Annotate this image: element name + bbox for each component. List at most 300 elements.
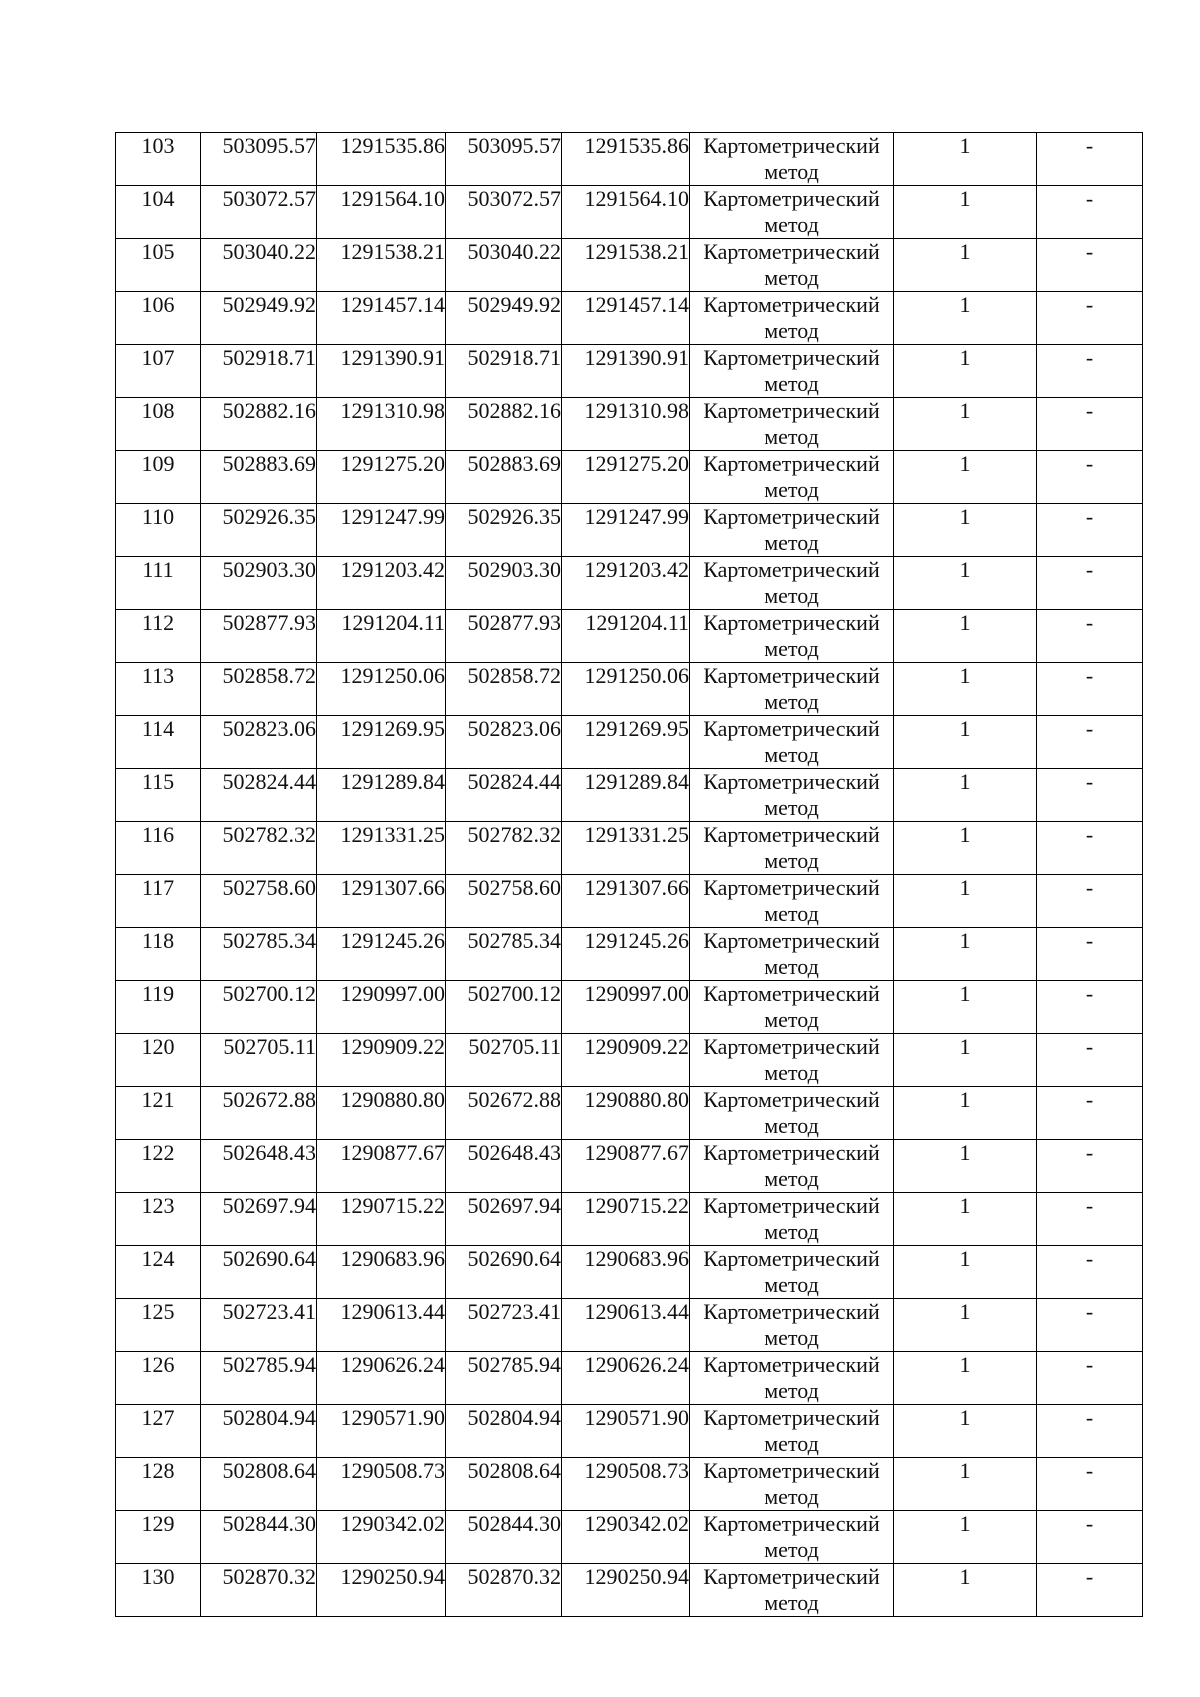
table-row	[116, 345, 1143, 398]
method-line-2: метод	[764, 954, 819, 979]
method-line-1: Картометрический	[703, 557, 880, 582]
point-number: 112	[116, 610, 201, 663]
x-existing: 503072.57	[201, 186, 317, 239]
x-existing: 502882.16	[201, 398, 317, 451]
note: -	[1037, 239, 1143, 292]
x-existing: 502697.94	[201, 1193, 317, 1246]
determination-method	[690, 1034, 894, 1087]
table-row	[116, 451, 1143, 504]
table-row	[116, 1087, 1143, 1140]
table-row	[116, 769, 1143, 822]
method-line-1: Картометрический	[703, 292, 880, 317]
x-existing: 502785.34	[201, 928, 317, 981]
point-number: 130	[116, 1564, 201, 1617]
table-row	[116, 398, 1143, 451]
x-new: 502700.12	[446, 981, 562, 1034]
method-line-2: метод	[764, 636, 819, 661]
y-new: 1290342.02	[562, 1511, 690, 1564]
x-new: 502672.88	[446, 1087, 562, 1140]
coordinates-table	[115, 132, 1143, 1617]
x-existing: 502705.11	[201, 1034, 317, 1087]
determination-method	[690, 398, 894, 451]
y-existing: 1290683.96	[317, 1246, 446, 1299]
method-line-2: метод	[764, 477, 819, 502]
y-existing: 1291307.66	[317, 875, 446, 928]
determination-method	[690, 1352, 894, 1405]
accuracy: 1	[894, 1405, 1037, 1458]
method-line-2: метод	[764, 265, 819, 290]
y-existing: 1290626.24	[317, 1352, 446, 1405]
note: -	[1037, 345, 1143, 398]
y-existing: 1291535.86	[317, 133, 446, 186]
y-existing: 1291250.06	[317, 663, 446, 716]
determination-method	[690, 1458, 894, 1511]
x-existing: 503040.22	[201, 239, 317, 292]
x-existing: 502808.64	[201, 1458, 317, 1511]
y-new: 1291204.11	[562, 610, 690, 663]
point-number: 119	[116, 981, 201, 1034]
table-row	[116, 1564, 1143, 1617]
method-line-1: Картометрический	[703, 1140, 880, 1165]
x-existing: 502824.44	[201, 769, 317, 822]
y-existing: 1290880.80	[317, 1087, 446, 1140]
determination-method	[690, 716, 894, 769]
y-existing: 1291310.98	[317, 398, 446, 451]
y-new: 1291247.99	[562, 504, 690, 557]
method-line-2: метод	[764, 159, 819, 184]
y-new: 1290571.90	[562, 1405, 690, 1458]
note: -	[1037, 981, 1143, 1034]
x-existing: 502782.32	[201, 822, 317, 875]
point-number: 113	[116, 663, 201, 716]
y-new: 1291289.84	[562, 769, 690, 822]
method-line-1: Картометрический	[703, 769, 880, 794]
point-number: 117	[116, 875, 201, 928]
method-line-2: метод	[764, 1590, 819, 1615]
x-new: 502926.35	[446, 504, 562, 557]
y-new: 1290613.44	[562, 1299, 690, 1352]
table-row	[116, 504, 1143, 557]
y-existing: 1291289.84	[317, 769, 446, 822]
accuracy: 1	[894, 398, 1037, 451]
method-line-1: Картометрический	[703, 663, 880, 688]
determination-method	[690, 610, 894, 663]
accuracy: 1	[894, 1564, 1037, 1617]
determination-method	[690, 1087, 894, 1140]
note: -	[1037, 1458, 1143, 1511]
y-new: 1291275.20	[562, 451, 690, 504]
y-new: 1291538.21	[562, 239, 690, 292]
method-line-1: Картометрический	[703, 1458, 880, 1483]
point-number: 115	[116, 769, 201, 822]
determination-method	[690, 504, 894, 557]
method-line-1: Картометрический	[703, 1405, 880, 1430]
y-existing: 1291247.99	[317, 504, 446, 557]
x-existing: 502723.41	[201, 1299, 317, 1352]
method-line-1: Картометрический	[703, 345, 880, 370]
determination-method	[690, 1564, 894, 1617]
x-existing: 502672.88	[201, 1087, 317, 1140]
y-existing: 1291203.42	[317, 557, 446, 610]
method-line-2: метод	[764, 848, 819, 873]
y-existing: 1291245.26	[317, 928, 446, 981]
table-row	[116, 716, 1143, 769]
method-line-2: метод	[764, 583, 819, 608]
table-row	[116, 1405, 1143, 1458]
x-existing: 502804.94	[201, 1405, 317, 1458]
y-new: 1290250.94	[562, 1564, 690, 1617]
y-new: 1291535.86	[562, 133, 690, 186]
y-new: 1291310.98	[562, 398, 690, 451]
accuracy: 1	[894, 875, 1037, 928]
point-number: 110	[116, 504, 201, 557]
determination-method	[690, 1299, 894, 1352]
x-new: 503095.57	[446, 133, 562, 186]
determination-method	[690, 1140, 894, 1193]
note: -	[1037, 875, 1143, 928]
note: -	[1037, 822, 1143, 875]
y-existing: 1291390.91	[317, 345, 446, 398]
method-line-2: метод	[764, 1325, 819, 1350]
accuracy: 1	[894, 663, 1037, 716]
x-new: 502804.94	[446, 1405, 562, 1458]
determination-method	[690, 928, 894, 981]
point-number: 121	[116, 1087, 201, 1140]
point-number: 123	[116, 1193, 201, 1246]
accuracy: 1	[894, 1352, 1037, 1405]
accuracy: 1	[894, 451, 1037, 504]
accuracy: 1	[894, 1246, 1037, 1299]
y-new: 1290715.22	[562, 1193, 690, 1246]
x-existing: 502758.60	[201, 875, 317, 928]
x-new: 502918.71	[446, 345, 562, 398]
x-existing: 503095.57	[201, 133, 317, 186]
point-number: 108	[116, 398, 201, 451]
x-new: 502903.30	[446, 557, 562, 610]
y-new: 1291245.26	[562, 928, 690, 981]
note: -	[1037, 133, 1143, 186]
x-existing: 502690.64	[201, 1246, 317, 1299]
method-line-2: метод	[764, 901, 819, 926]
note: -	[1037, 1087, 1143, 1140]
determination-method	[690, 557, 894, 610]
note: -	[1037, 663, 1143, 716]
point-number: 118	[116, 928, 201, 981]
y-existing: 1290571.90	[317, 1405, 446, 1458]
note: -	[1037, 1246, 1143, 1299]
determination-method	[690, 239, 894, 292]
y-new: 1290877.67	[562, 1140, 690, 1193]
y-existing: 1291269.95	[317, 716, 446, 769]
method-line-2: метод	[764, 1484, 819, 1509]
point-number: 120	[116, 1034, 201, 1087]
note: -	[1037, 504, 1143, 557]
x-existing: 502823.06	[201, 716, 317, 769]
table-row	[116, 1193, 1143, 1246]
table-row	[116, 1352, 1143, 1405]
table-row	[116, 1299, 1143, 1352]
table-row	[116, 610, 1143, 663]
point-number: 124	[116, 1246, 201, 1299]
method-line-1: Картометрический	[703, 1193, 880, 1218]
y-existing: 1290342.02	[317, 1511, 446, 1564]
note: -	[1037, 557, 1143, 610]
note: -	[1037, 1299, 1143, 1352]
method-line-1: Картометрический	[703, 716, 880, 741]
note: -	[1037, 610, 1143, 663]
accuracy: 1	[894, 1299, 1037, 1352]
x-new: 502870.32	[446, 1564, 562, 1617]
method-line-1: Картометрический	[703, 239, 880, 264]
method-line-2: метод	[764, 371, 819, 396]
point-number: 125	[116, 1299, 201, 1352]
note: -	[1037, 451, 1143, 504]
x-new: 502877.93	[446, 610, 562, 663]
method-line-2: метод	[764, 689, 819, 714]
note: -	[1037, 398, 1143, 451]
x-existing: 502949.92	[201, 292, 317, 345]
y-new: 1291250.06	[562, 663, 690, 716]
point-number: 103	[116, 133, 201, 186]
accuracy: 1	[894, 1140, 1037, 1193]
x-new: 502782.32	[446, 822, 562, 875]
accuracy: 1	[894, 186, 1037, 239]
y-new: 1290683.96	[562, 1246, 690, 1299]
method-line-2: метод	[764, 318, 819, 343]
point-number: 116	[116, 822, 201, 875]
accuracy: 1	[894, 292, 1037, 345]
accuracy: 1	[894, 1511, 1037, 1564]
y-existing: 1291204.11	[317, 610, 446, 663]
table-row	[116, 1140, 1143, 1193]
method-line-2: метод	[764, 1166, 819, 1191]
note: -	[1037, 186, 1143, 239]
method-line-2: метод	[764, 1272, 819, 1297]
x-existing: 502926.35	[201, 504, 317, 557]
note: -	[1037, 1352, 1143, 1405]
x-existing: 502903.30	[201, 557, 317, 610]
x-existing: 502844.30	[201, 1511, 317, 1564]
table-row	[116, 239, 1143, 292]
note: -	[1037, 1564, 1143, 1617]
point-number: 105	[116, 239, 201, 292]
method-line-1: Картометрический	[703, 504, 880, 529]
y-new: 1291390.91	[562, 345, 690, 398]
y-new: 1291457.14	[562, 292, 690, 345]
y-existing: 1291331.25	[317, 822, 446, 875]
y-new: 1290626.24	[562, 1352, 690, 1405]
table-row	[116, 133, 1143, 186]
determination-method	[690, 451, 894, 504]
y-new: 1291203.42	[562, 557, 690, 610]
note: -	[1037, 716, 1143, 769]
accuracy: 1	[894, 133, 1037, 186]
method-line-2: метод	[764, 1378, 819, 1403]
x-new: 503040.22	[446, 239, 562, 292]
y-new: 1290997.00	[562, 981, 690, 1034]
x-existing: 502883.69	[201, 451, 317, 504]
table-row	[116, 1246, 1143, 1299]
table-row	[116, 663, 1143, 716]
method-line-2: метод	[764, 1113, 819, 1138]
method-line-1: Картометрический	[703, 928, 880, 953]
y-existing: 1290613.44	[317, 1299, 446, 1352]
determination-method	[690, 292, 894, 345]
determination-method	[690, 345, 894, 398]
note: -	[1037, 1034, 1143, 1087]
x-existing: 502858.72	[201, 663, 317, 716]
method-line-2: метод	[764, 530, 819, 555]
point-number: 127	[116, 1405, 201, 1458]
accuracy: 1	[894, 1034, 1037, 1087]
accuracy: 1	[894, 1458, 1037, 1511]
determination-method	[690, 1246, 894, 1299]
x-new: 502858.72	[446, 663, 562, 716]
method-line-1: Картометрический	[703, 822, 880, 847]
method-line-1: Картометрический	[703, 1299, 880, 1324]
x-new: 502823.06	[446, 716, 562, 769]
y-existing: 1291538.21	[317, 239, 446, 292]
x-existing: 502648.43	[201, 1140, 317, 1193]
method-line-1: Картометрический	[703, 1352, 880, 1377]
table-row	[116, 1458, 1143, 1511]
y-existing: 1290877.67	[317, 1140, 446, 1193]
determination-method	[690, 822, 894, 875]
note: -	[1037, 1405, 1143, 1458]
x-new: 502785.34	[446, 928, 562, 981]
determination-method	[690, 133, 894, 186]
table-row	[116, 981, 1143, 1034]
method-line-2: метод	[764, 1431, 819, 1456]
y-new: 1291307.66	[562, 875, 690, 928]
determination-method	[690, 1193, 894, 1246]
determination-method	[690, 1511, 894, 1564]
x-new: 502883.69	[446, 451, 562, 504]
accuracy: 1	[894, 1087, 1037, 1140]
accuracy: 1	[894, 716, 1037, 769]
x-new: 502648.43	[446, 1140, 562, 1193]
point-number: 107	[116, 345, 201, 398]
method-line-1: Картометрический	[703, 1246, 880, 1271]
method-line-1: Картометрический	[703, 133, 880, 158]
y-existing: 1290715.22	[317, 1193, 446, 1246]
y-existing: 1290909.22	[317, 1034, 446, 1087]
x-new: 502697.94	[446, 1193, 562, 1246]
x-existing: 502700.12	[201, 981, 317, 1034]
table-row	[116, 875, 1143, 928]
accuracy: 1	[894, 981, 1037, 1034]
determination-method	[690, 981, 894, 1034]
table-row	[116, 1511, 1143, 1564]
table-row	[116, 557, 1143, 610]
y-new: 1290508.73	[562, 1458, 690, 1511]
method-line-1: Картометрический	[703, 610, 880, 635]
method-line-2: метод	[764, 1007, 819, 1032]
y-new: 1290909.22	[562, 1034, 690, 1087]
accuracy: 1	[894, 557, 1037, 610]
method-line-1: Картометрический	[703, 398, 880, 423]
accuracy: 1	[894, 1193, 1037, 1246]
coordinates-table-body	[116, 133, 1143, 1617]
note: -	[1037, 292, 1143, 345]
point-number: 114	[116, 716, 201, 769]
x-new: 502758.60	[446, 875, 562, 928]
note: -	[1037, 1140, 1143, 1193]
point-number: 128	[116, 1458, 201, 1511]
table-row	[116, 822, 1143, 875]
accuracy: 1	[894, 504, 1037, 557]
note: -	[1037, 1193, 1143, 1246]
method-line-1: Картометрический	[703, 1087, 880, 1112]
point-number: 122	[116, 1140, 201, 1193]
point-number: 126	[116, 1352, 201, 1405]
x-new: 502882.16	[446, 398, 562, 451]
y-existing: 1290250.94	[317, 1564, 446, 1617]
method-line-2: метод	[764, 212, 819, 237]
point-number: 104	[116, 186, 201, 239]
determination-method	[690, 1405, 894, 1458]
table-row	[116, 292, 1143, 345]
method-line-2: метод	[764, 1219, 819, 1244]
y-new: 1291564.10	[562, 186, 690, 239]
method-line-1: Картометрический	[703, 981, 880, 1006]
x-new: 502949.92	[446, 292, 562, 345]
x-new: 502844.30	[446, 1511, 562, 1564]
y-existing: 1291564.10	[317, 186, 446, 239]
x-new: 502785.94	[446, 1352, 562, 1405]
point-number: 129	[116, 1511, 201, 1564]
y-existing: 1290508.73	[317, 1458, 446, 1511]
y-existing: 1291457.14	[317, 292, 446, 345]
determination-method	[690, 186, 894, 239]
x-existing: 502870.32	[201, 1564, 317, 1617]
note: -	[1037, 928, 1143, 981]
method-line-2: метод	[764, 742, 819, 767]
point-number: 109	[116, 451, 201, 504]
x-new: 502705.11	[446, 1034, 562, 1087]
determination-method	[690, 663, 894, 716]
y-existing: 1290997.00	[317, 981, 446, 1034]
y-new: 1290880.80	[562, 1087, 690, 1140]
y-new: 1291331.25	[562, 822, 690, 875]
accuracy: 1	[894, 610, 1037, 663]
x-new: 502808.64	[446, 1458, 562, 1511]
y-new: 1291269.95	[562, 716, 690, 769]
note: -	[1037, 769, 1143, 822]
determination-method	[690, 769, 894, 822]
method-line-2: метод	[764, 1060, 819, 1085]
accuracy: 1	[894, 928, 1037, 981]
x-new: 502690.64	[446, 1246, 562, 1299]
method-line-2: метод	[764, 1537, 819, 1562]
determination-method	[690, 875, 894, 928]
method-line-1: Картометрический	[703, 875, 880, 900]
method-line-1: Картометрический	[703, 451, 880, 476]
table-row	[116, 1034, 1143, 1087]
table-row	[116, 928, 1143, 981]
note: -	[1037, 1511, 1143, 1564]
point-number: 106	[116, 292, 201, 345]
accuracy: 1	[894, 239, 1037, 292]
method-line-1: Картометрический	[703, 186, 880, 211]
method-line-1: Картометрический	[703, 1564, 880, 1589]
accuracy: 1	[894, 769, 1037, 822]
point-number: 111	[116, 557, 201, 610]
method-line-2: метод	[764, 795, 819, 820]
x-existing: 502785.94	[201, 1352, 317, 1405]
accuracy: 1	[894, 822, 1037, 875]
method-line-1: Картометрический	[703, 1511, 880, 1536]
